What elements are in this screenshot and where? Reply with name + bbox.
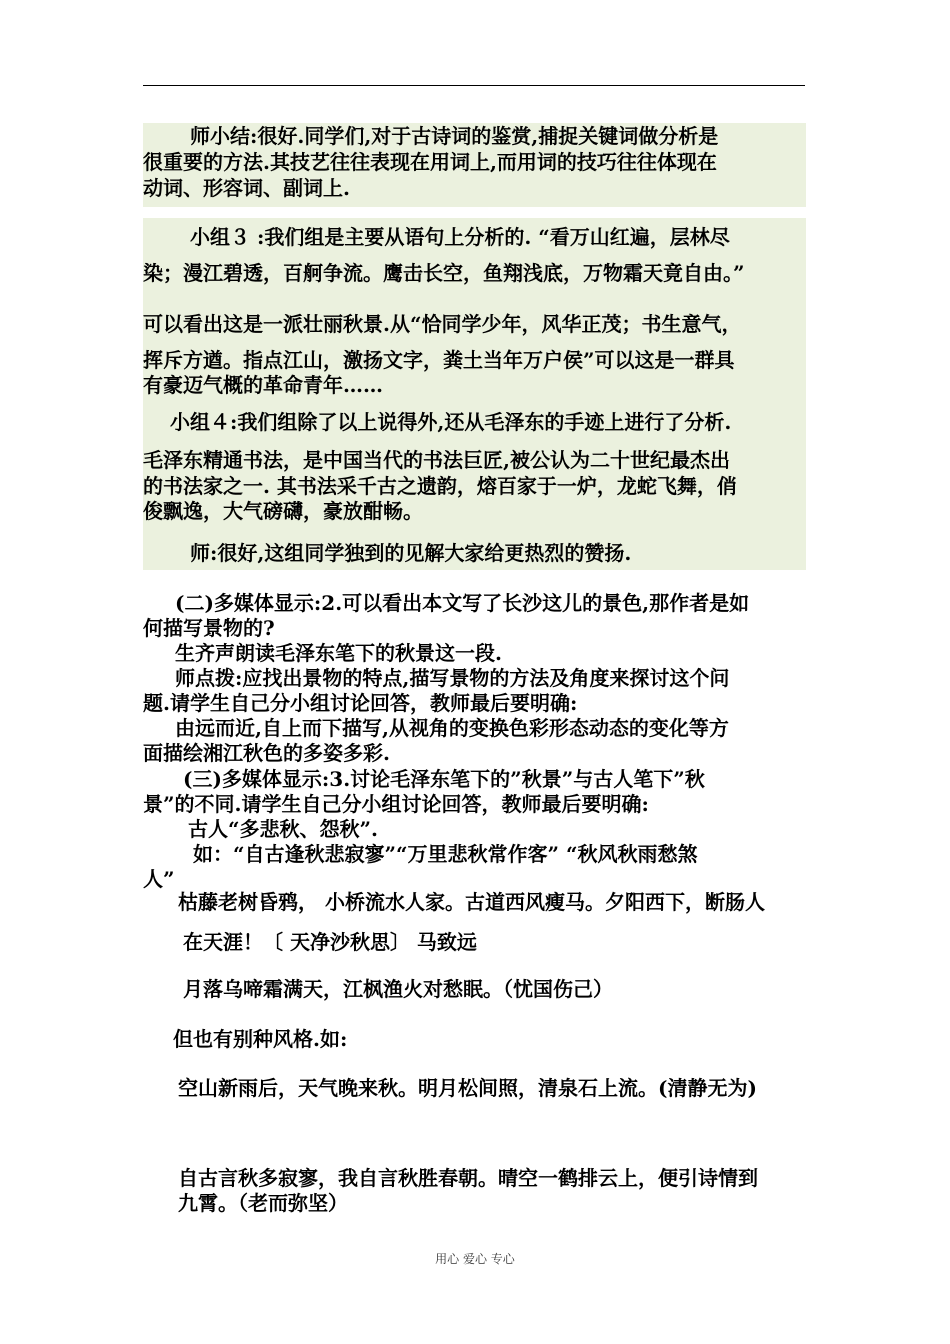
text-line: (三)多媒体显示:3.讨论毛泽东笔下的”秋景”与古人笔下”秋 bbox=[183, 767, 705, 791]
text-line: 自古言秋多寂寥，我自言秋胜春朝。晴空一鹤排云上，便引诗情到 bbox=[178, 1166, 758, 1190]
text-line: 俊飘逸，大气磅礴，豪放酣畅。 bbox=[143, 499, 423, 523]
text-line: 生齐声朗读毛泽东笔下的秋景这一段. bbox=[175, 641, 502, 665]
header-rule bbox=[143, 85, 805, 86]
text-line: 由远而近,自上而下描写,从视角的变换色彩形态动态的变化等方 bbox=[175, 716, 729, 740]
text-line: 挥斥方遒。指点江山，激扬文字，粪土当年万户侯”可以这是一群具 bbox=[143, 348, 735, 372]
text-line: 月落乌啼霜满天，江枫渔火对愁眠。（忧国伤己） bbox=[183, 977, 613, 1001]
text-line: 古人“多悲秋、怨秋”. bbox=[188, 817, 378, 841]
text-line: 染；漫江碧透，百舸争流。鹰击长空，鱼翔浅底，万物霜天竟自由。” bbox=[143, 261, 745, 285]
text-line: 动词、形容词、副词上. bbox=[143, 176, 350, 200]
text-line: 的书法家之一. 其书法采千古之遗韵，熔百家于一炉，龙蛇飞舞，俏 bbox=[143, 474, 737, 498]
text-line: 小组４:我们组除了以上说得外,还从毛泽东的手迹上进行了分析. bbox=[170, 410, 732, 434]
text-line: 枯藤老树昏鸦， 小桥流水人家。古道西风瘦马。夕阳西下，断肠人 bbox=[178, 890, 765, 914]
text-line: 在天涯！〔 天净沙秋思〕 马致远 bbox=[183, 930, 477, 954]
text-line: 面描绘湘江秋色的多姿多彩. bbox=[143, 741, 390, 765]
text-line: 景”的不同.请学生自己分小组讨论回答，教师最后要明确: bbox=[143, 792, 649, 816]
text-line: 人” bbox=[143, 867, 175, 891]
text-line: 题.请学生自己分小组讨论回答，教师最后要明确: bbox=[143, 691, 578, 715]
text-line: 如：“自古逢秋悲寂寥”“万里悲秋常作客” “秋风秋雨愁煞 bbox=[193, 842, 698, 866]
page-footer: 用心 爱心 专心 bbox=[435, 1252, 515, 1266]
text-line: 很重要的方法.其技艺往往表现在用词上,而用词的技巧往往体现在 bbox=[143, 150, 717, 174]
text-line: 九霄。（老而弥坚） bbox=[178, 1191, 348, 1215]
text-line: 毛泽东精通书法，是中国当代的书法巨匠,被公认为二十世纪最杰出 bbox=[143, 448, 730, 472]
text-line: 师小结:很好.同学们,对于古诗词的鉴赏,捕捉关键词做分析是 bbox=[190, 124, 719, 148]
text-line: 师点拨:应找出景物的特点,描写景物的方法及角度来探讨这个问 bbox=[175, 666, 730, 690]
text-line: 可以看出这是一派壮丽秋景.从“恰同学少年，风华正茂；书生意气， bbox=[143, 312, 742, 336]
text-line: 空山新雨后，天气晚来秋。明月松间照，清泉石上流。(清静无为) bbox=[178, 1076, 757, 1100]
text-line: 但也有别种风格.如: bbox=[173, 1027, 348, 1051]
text-line: 师:很好,这组同学独到的见解大家给更热烈的赞扬. bbox=[190, 541, 632, 565]
text-line: 何描写景物的? bbox=[143, 616, 275, 640]
text-line: 有豪迈气概的革命青年…… bbox=[143, 373, 383, 397]
text-line: 小组３ :我们组是主要从语句上分析的. “看万山红遍，层林尽 bbox=[190, 225, 730, 249]
text-line: (二)多媒体显示:2.可以看出本文写了长沙这儿的景色,那作者是如 bbox=[175, 591, 750, 615]
